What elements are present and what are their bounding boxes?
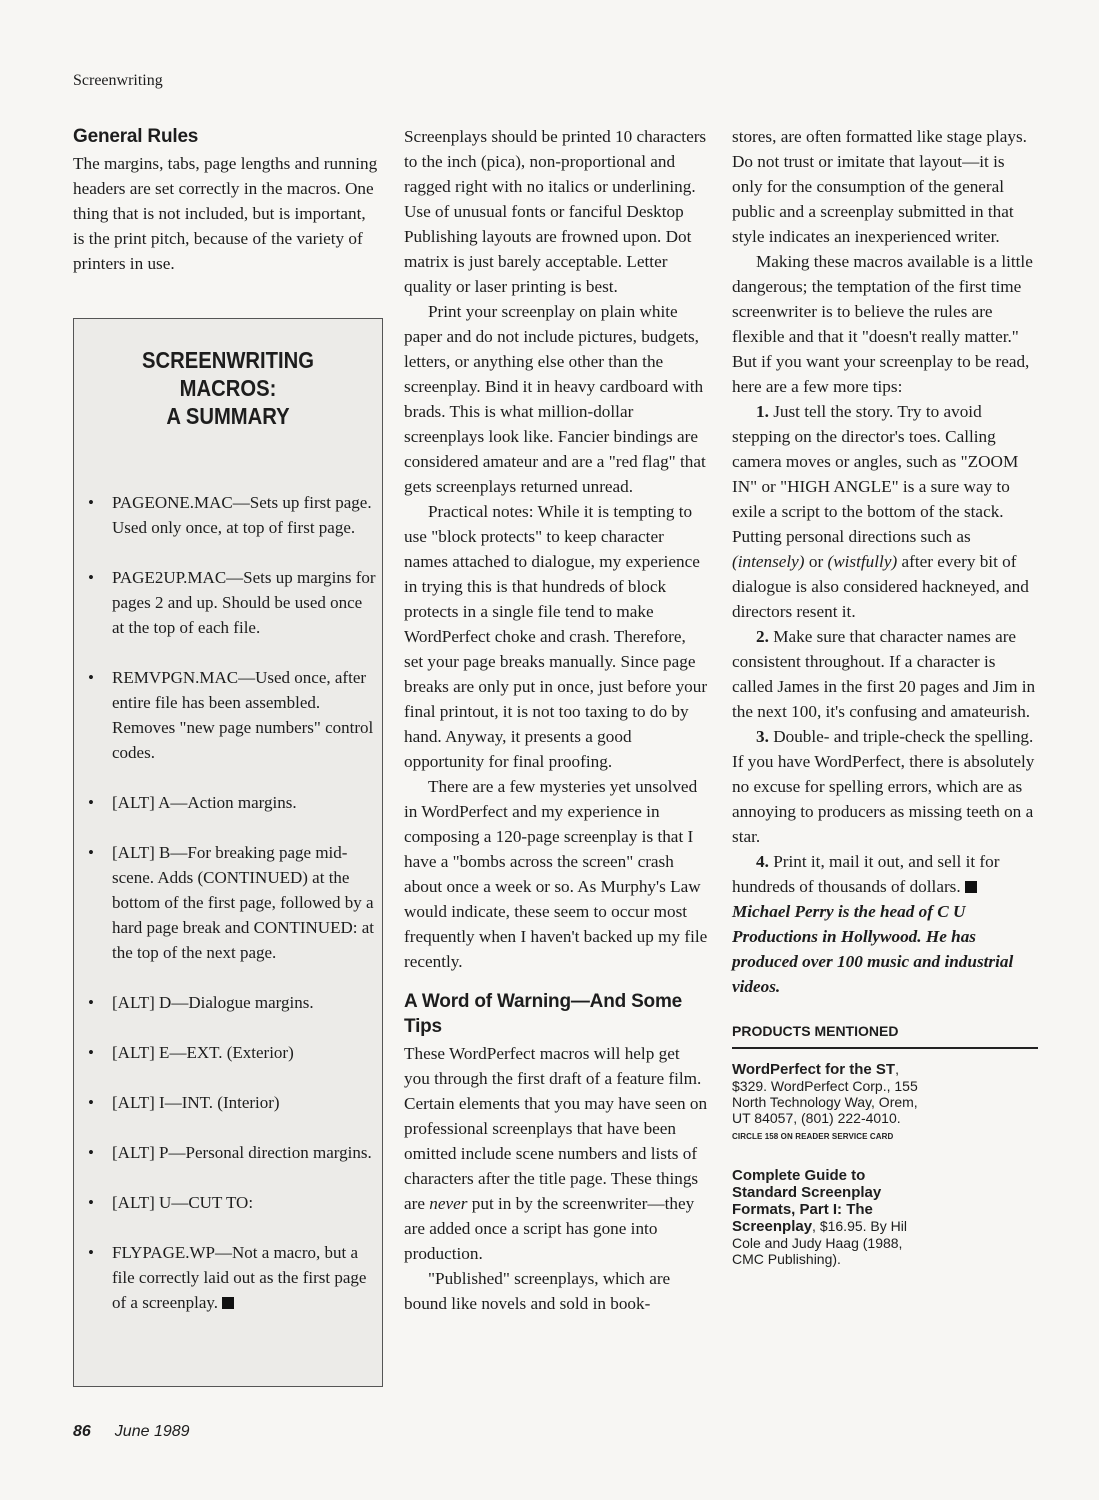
macro-item: • [ALT] P—Personal direction margins. <box>88 1140 377 1165</box>
warning-heading: A Word of Warning—And Some Tips <box>404 991 683 1037</box>
bullet-icon: • <box>88 1093 94 1112</box>
bullet-icon: • <box>88 1043 94 1062</box>
paragraph: "Published" screenplays, which are bound like novels and sold in book- <box>404 1269 671 1313</box>
macro-item: • [ALT] I—INT. (Interior) <box>88 1090 377 1115</box>
macro-item: • PAGE2UP.MAC—Sets up margins for pages 2 and up. Should be used once at the top of each file. <box>88 565 377 640</box>
macro-item: • [ALT] U—CUT TO: <box>88 1190 377 1215</box>
product-name: WordPerfect for the ST <box>732 1061 896 1078</box>
macro-item: • [ALT] D—Dialogue margins. <box>88 990 377 1015</box>
bullet-icon: • <box>88 568 94 587</box>
macro-item: • [ALT] A—Action margins. <box>88 790 377 815</box>
sidebar-title-line-1: SCREENWRITING <box>141 347 315 373</box>
paragraph: Screenplays should be printed 10 characters to the inch (pica), non-proportional and ragged right with no italics or underlining. Use of unusual fonts or fanciful Desktop Publishing layouts are frowned upon. Dot matrix is just barely acceptable. Letter quality or laser printing is best. <box>404 127 707 296</box>
bullet-icon: • <box>88 1143 94 1162</box>
paragraph: Making these macros available is a little dangerous; the temptation of the first time screenwriter is to believe the rules are flexible and that it "doesn't really matter." But if you want your screenplay to be read, here are a few more tips: <box>732 252 1033 396</box>
tip-3: 3. Double- and triple-check the spelling. If you have WordPerfect, there is absolutely no excuse for spelling errors, which are as annoying to producers as missing teeth on a star. <box>732 727 1035 846</box>
bullet-icon: • <box>88 493 94 512</box>
macro-item: • FLYPAGE.WP—Not a macro, but a file correctly laid out as the first page of a screenplay. <box>88 1240 377 1315</box>
issue-date: June 1989 <box>114 1423 190 1440</box>
bullet-icon: • <box>88 843 94 862</box>
sidebar-title-line-2: MACROS: <box>179 375 277 401</box>
tip-4: 4. Print it, mail it out, and sell it for hundreds of thousands of dollars. <box>732 852 1000 896</box>
tip-1: 1. Just tell the story. Try to avoid stepping on the director's toes. Calling camera moves or angles, such as "ZOOM IN" or "HIGH ANGLE" is a sure way to exile a script to the bottom of the stack. Putting personal directions such as (intensely) or (wistfully) after every bit of dialogue is also considered hackneyed, and directors resent it. <box>732 402 1029 621</box>
bullet-icon: • <box>88 793 94 812</box>
macro-item: • PAGEONE.MAC—Sets up first page. Used only once, at top of first page. <box>88 490 377 540</box>
column-2 <box>404 124 708 1316</box>
product-name: Complete Guide to Standard Screenplay Formats, Part I: The Screenplay <box>732 1167 882 1235</box>
end-mark-icon <box>965 881 977 893</box>
products-mentioned-heading: PRODUCTS MENTIONED <box>732 1019 1038 1049</box>
bullet-icon: • <box>88 668 94 687</box>
column-3 <box>732 124 1038 1267</box>
macro-item: • [ALT] E—EXT. (Exterior) <box>88 1040 377 1065</box>
bullet-icon: • <box>88 1193 94 1212</box>
paragraph: These WordPerfect macros will help get you through the first draft of a feature film. Certain elements that you may have seen on professional screenplays that have been omitted include scene numbers and lists of characters after the title page. These things are never put in by the screenwriter—they are added once a script has gone into production. <box>404 1044 708 1263</box>
paragraph: Practical notes: While it is tempting to use "block protects" to keep character names attached to dialogue, my experience in trying this is that hundreds of block protects in a single file tend to make WordPerfect choke and crash. Therefore, set your page breaks manually. Since page breaks are only put in once, just before your final printout, it is not too taxing to do by hand. Anyway, it presents a good opportunity for final proofing. <box>404 502 708 771</box>
product-entry: WordPerfect for the ST, $329. WordPerfect Corp., 155 North Technology Way, Orem, UT 84057, (801) 222-4010. CIRCLE 158 ON READER SERVICE CARD <box>732 1061 932 1145</box>
general-rules-heading: General Rules <box>73 126 199 147</box>
paragraph: stores, are often formatted like stage plays. Do not trust or imitate that layout—it is only for the consumption of the general public and a screenplay submitted in that style indicates an inexperienced writer. <box>732 127 1027 246</box>
paragraph: Print your screenplay on plain white paper and do not include pictures, budgets, letters, or anything else other than the screenplay. Bind it in heavy cardboard with brads. This is what million-dollar screenplays look like. Fancier bindings are considered amateur and are a "red flag" that gets screenplays returned unread. <box>404 302 706 496</box>
macro-list <box>74 490 382 1315</box>
author-bio: Michael Perry is the head of C U Productions in Hollywood. He has produced over 100 music and industrial videos. <box>732 902 1014 996</box>
reader-service-note: CIRCLE 158 ON READER SERVICE CARD <box>732 1132 894 1141</box>
bullet-icon: • <box>88 993 94 1012</box>
product-entry: Complete Guide to Standard Screenplay Formats, Part I: The Screenplay, $16.95. By Hil Cole and Judy Haag (1988, CMC Publishing). <box>732 1167 907 1267</box>
page-footer <box>73 1423 190 1441</box>
sidebar-title-line-3: A SUMMARY <box>166 403 290 429</box>
section-label: Screenwriting <box>73 72 163 89</box>
general-rules-paragraph: The margins, tabs, page lengths and running headers are set correctly in the macros. One thing that is not included, but is important, is the print pitch, because of the variety of printers in use. <box>73 154 378 273</box>
macro-item: • [ALT] B—For breaking page mid-scene. Adds (CONTINUED) at the bottom of the first page, followed by a hard page break and CONTINUED: at the top of the next page. <box>88 840 377 965</box>
end-mark-icon <box>222 1297 234 1309</box>
bullet-icon: • <box>88 1243 94 1262</box>
macro-item: • REMVPGN.MAC—Used once, after entire file has been assembled. Removes "new page numbers" control codes. <box>88 665 377 765</box>
sidebar-title <box>92 346 363 430</box>
column-1 <box>73 124 378 276</box>
paragraph: There are a few mysteries yet unsolved in WordPerfect and my experience in composing a 120-page screenplay is that I have a "bombs across the screen" crash about once a week or so. As Murphy's Law would indicate, these seem to occur most frequently when I haven't backed up my file recently. <box>404 777 708 971</box>
tip-2: 2. Make sure that character names are consistent throughout. If a character is called James in the first 20 pages and Jim in the next 100, it's confusing and amateurish. <box>732 627 1036 721</box>
page-number: 86 <box>73 1423 91 1440</box>
macros-summary-box <box>73 318 383 1387</box>
